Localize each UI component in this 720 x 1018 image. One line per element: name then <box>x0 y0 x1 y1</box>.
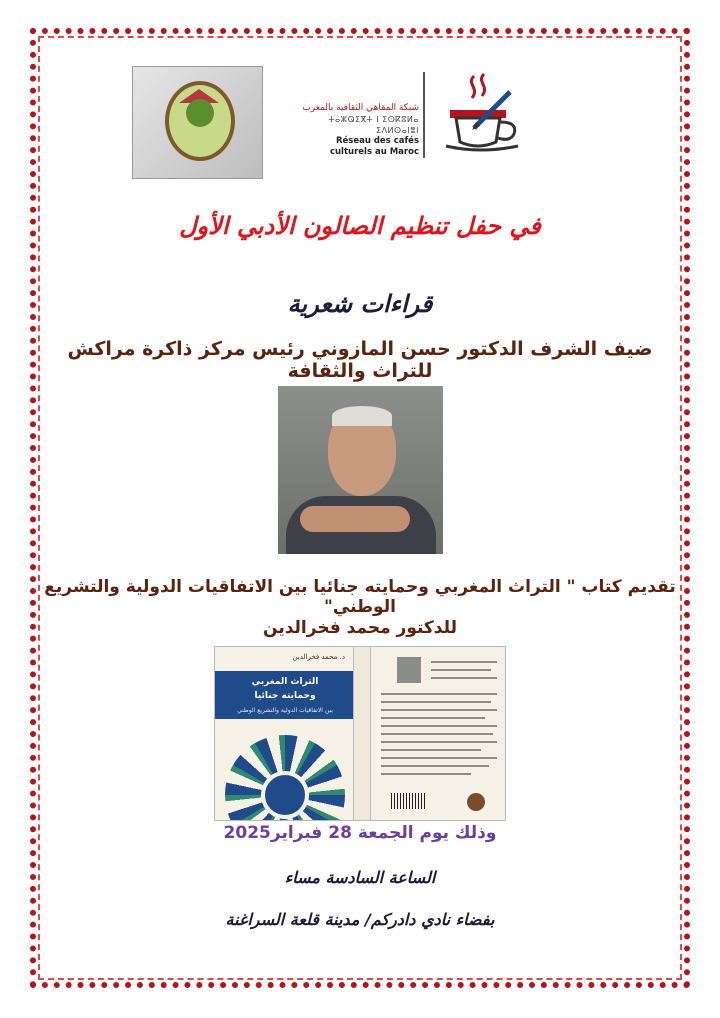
back-text-line <box>381 717 485 719</box>
book-front-cover <box>214 646 354 821</box>
back-text-line <box>381 733 493 735</box>
book-cover-subtitle: بين الاتفاقيات الدولية والتشريع الوطني <box>237 707 333 714</box>
book-cover-title-1: التراث المغربي <box>251 677 319 687</box>
book-cover-title-2: وحمايته جنائيا <box>254 691 316 701</box>
book-spine <box>354 646 370 821</box>
back-text-line <box>381 773 471 775</box>
back-text-line <box>431 669 491 671</box>
book-author-line: للدكتور محمد فخرالدين <box>263 618 457 638</box>
network-name-ar: شبكة المقاهي الثقافية بالمغرب <box>302 103 419 113</box>
tree-icon <box>186 99 214 127</box>
author-mini-photo <box>397 657 421 683</box>
coffee-cup-pen-icon <box>444 70 526 154</box>
book-back-cover <box>370 646 506 821</box>
back-text-line <box>381 701 491 703</box>
back-text-line <box>431 677 497 679</box>
book-title-line: تقديم كتاب " التراث المغربي وحمايته جنائيا بين الاتفاقيات الدولية والتشريع الوطني" <box>44 577 676 617</box>
network-name-tifinagh: ⵜⴰⵣⵕⵉⴳⵜ ⵏ ⵉⵙⴽⵓⵍⴰ ⵉⴷⵍⵙⴰⵏⴻⵏ <box>328 115 419 135</box>
book-cover-title-band <box>215 671 354 719</box>
event-place: بفضاء نادي دادركم/ مدينة قلعة السراغنة <box>225 910 495 929</box>
network-name-block <box>293 103 419 158</box>
logo-circle <box>165 81 235 161</box>
book-cover-author: د. محمد فخرالدين <box>292 653 345 661</box>
event-subheading: قراءات شعرية <box>287 290 433 318</box>
event-date: وذلك يوم الجمعة 28 فبراير2025 <box>223 823 497 843</box>
back-text-line <box>431 661 497 663</box>
network-name-fr: Réseau des cafés culturels au Maroc <box>329 136 419 157</box>
header-divider <box>423 72 425 158</box>
back-text-line <box>381 725 497 727</box>
back-text-line <box>381 709 497 711</box>
back-text-line <box>381 749 481 751</box>
event-heading: في حفل تنظيم الصالون الأدبي الأول <box>179 212 541 240</box>
mosaic-center <box>261 771 309 819</box>
portrait-hands <box>300 506 410 532</box>
guest-portrait-photo <box>278 386 443 554</box>
publisher-seal-icon <box>467 793 485 811</box>
event-time: الساعة السادسة مساء <box>284 868 436 887</box>
cultural-house-logo <box>132 66 263 179</box>
barcode-icon <box>391 793 425 809</box>
portrait-hair <box>332 406 392 426</box>
back-text-line <box>381 741 497 743</box>
back-text-line <box>381 693 497 695</box>
back-text-line <box>381 765 489 767</box>
guest-of-honor-line: ضيف الشرف الدكتور حسن المازوني رئيس مركز ذاكرة مراكش للتراث والثقافة <box>67 338 653 382</box>
back-text-line <box>381 757 497 759</box>
